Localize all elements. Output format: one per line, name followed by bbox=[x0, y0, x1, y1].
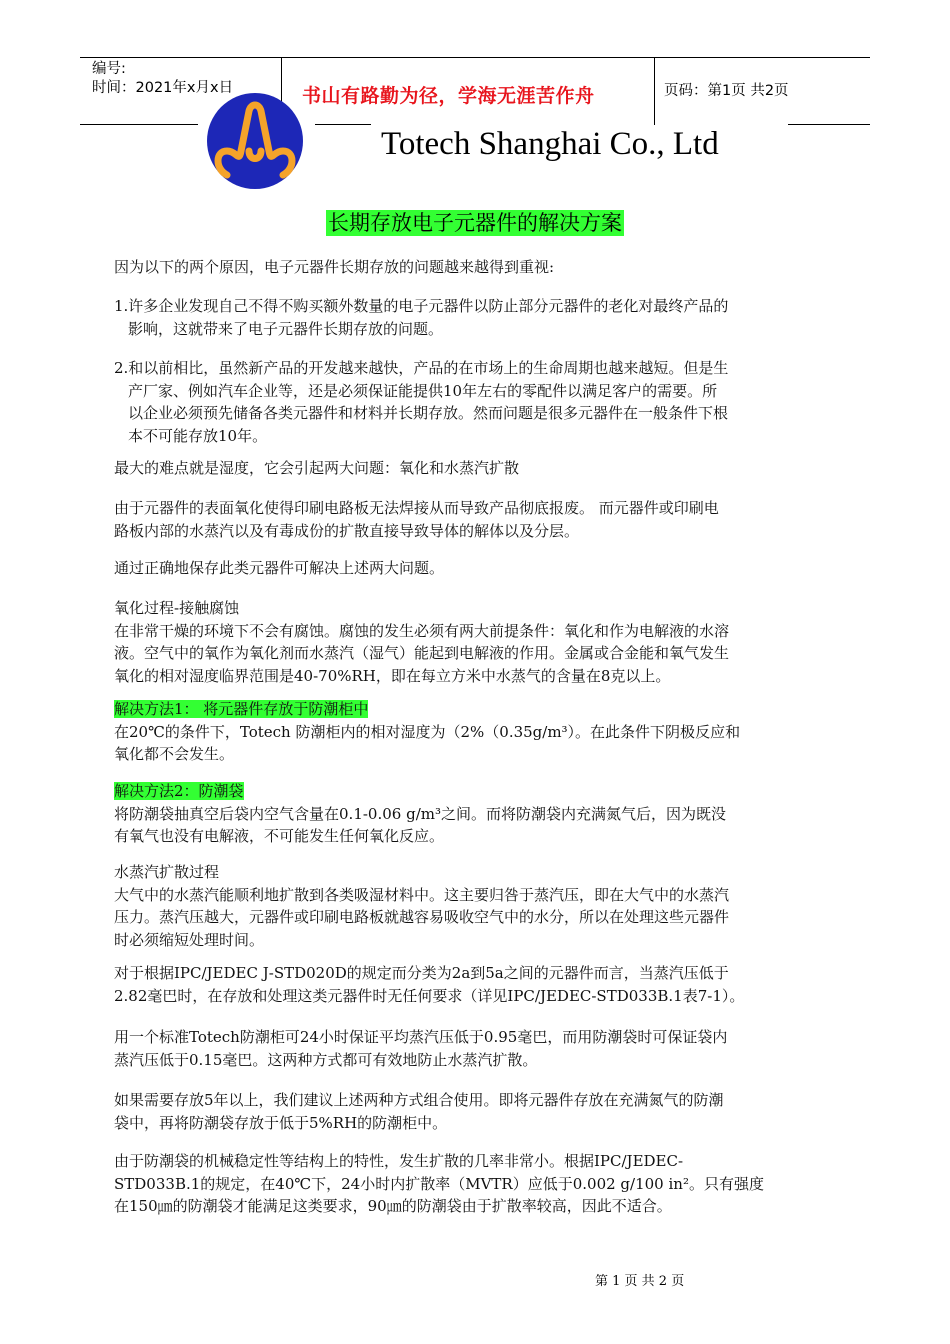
text-line: 由于防潮袋的机械稳定性等结构上的特性，发生扩散的几率非常小。根据IPC/JEDEC- bbox=[114, 1152, 684, 1170]
paragraph-bag-stability bbox=[114, 1150, 838, 1218]
company-logo-icon bbox=[205, 91, 305, 191]
paragraph-standard bbox=[114, 1026, 838, 1071]
text-line: 1.许多企业发现自己不得不购买额外数量的电子元器件以防止部分元器件的老化对最终产品的 bbox=[114, 297, 729, 315]
header-divider-right bbox=[654, 57, 655, 125]
method-1-heading: 解决方法1： 将元器件存放于防潮柜中 bbox=[114, 700, 369, 718]
text-line: 影响，这就带来了电子元器件长期存放的问题。 bbox=[128, 319, 444, 338]
paragraph-solve bbox=[114, 557, 838, 580]
text-line: 由于元器件的表面氧化使得印刷电路板无法焊接从而导致产品彻底报废。 而元器件或印刷电 bbox=[114, 499, 719, 517]
text-line: 用一个标准Totech防潮柜可24小时保证平均蒸汽压低于0.95毫巴，而用防潮袋时可保证袋内 bbox=[114, 1028, 728, 1046]
page-footer: 第 1 页 共 2 页 bbox=[595, 1274, 685, 1289]
text-line: 将防潮袋抽真空后袋内空气含量在0.1-0.06 g/m³之间。而将防潮袋内充满氮气后，因为既没 bbox=[114, 804, 726, 823]
section-heading: 氧化过程-接触腐蚀 bbox=[114, 599, 240, 617]
text-line: 袋中，再将防潮袋存放于低于5%RH的防潮柜中。 bbox=[114, 1113, 448, 1132]
header-top-rule bbox=[80, 57, 870, 58]
paragraph-difficulty bbox=[114, 457, 838, 480]
paragraph-jedec bbox=[114, 962, 838, 1007]
text-line: 2.82毫巴时，在存放和处理这类元器件时无任何要求（详见IPC/JEDEC-STD033B.1表7-1）。 bbox=[114, 986, 745, 1005]
text-line: 产厂家、例如汽车企业等，还是必须保证能提供10年左右的零配件以满足客户的需要。所 bbox=[128, 381, 718, 400]
number-label: 编号: bbox=[92, 61, 126, 77]
text-line: 最大的难点就是湿度，它会引起两大问题：氧化和水蒸汽扩散 bbox=[114, 459, 520, 477]
title-wrap bbox=[0, 207, 950, 237]
text-line: 在非常干燥的环境下不会有腐蚀。腐蚀的发生必须有两大前提条件：氧化和作为电解液的水溶 bbox=[114, 621, 730, 640]
paragraph-method-1 bbox=[114, 698, 838, 766]
header-rule-mid bbox=[315, 124, 371, 125]
footer-wrap bbox=[0, 1270, 950, 1289]
paragraph-reason-2 bbox=[114, 357, 838, 447]
text-line: 液。空气中的氧作为氧化剂而水蒸汽（湿气）能起到电解液的作用。金属或合金能和氧气发生 bbox=[114, 644, 730, 663]
text-line: 通过正确地保存此类元器件可解决上述两大问题。 bbox=[114, 559, 445, 577]
method-2-heading: 解决方法2：防潮袋 bbox=[114, 782, 244, 800]
document-title: 长期存放电子元器件的解决方案 bbox=[328, 211, 622, 235]
text-line: 蒸汽压低于0.15毫巴。这两种方式都可有效地防止水蒸汽扩散。 bbox=[114, 1050, 538, 1069]
text-line: 如果需要存放5年以上，我们建议上述两种方式组合使用。即将元器件存放在充满氮气的防潮 bbox=[114, 1091, 724, 1109]
text-line: 氧化都不会发生。 bbox=[114, 745, 235, 764]
text-line: 以企业必须预先储备各类元器件和材料并长期存放。然而问题是很多元器件在一般条件下根 bbox=[128, 404, 729, 423]
text-line: 对于根据IPC/JEDEC J-STD020D的规定而分类为2a到5a之间的元器件而言，当蒸汽压低于 bbox=[114, 964, 729, 982]
paragraph-reason-1 bbox=[114, 295, 838, 340]
text-line: 时必须缩短处理时间。 bbox=[114, 930, 265, 949]
text-line: 大气中的水蒸汽能顺利地扩散到各类吸湿材料中。这主要归咎于蒸汽压，即在大气中的水蒸汽 bbox=[114, 885, 730, 904]
paragraph-oxidation-effect bbox=[114, 497, 838, 542]
text-line: 路板内部的水蒸汽以及有毒成份的扩散直接导致导体的解体以及分层。 bbox=[114, 521, 580, 540]
text-line: 因为以下的两个原因，电子元器件长期存放的问题越来越得到重视: bbox=[114, 258, 555, 276]
paragraph-method-2 bbox=[114, 780, 838, 848]
text-line: 在150㎛的防潮袋才能满足这类要求，90㎛的防潮袋由于扩散率较高，因此不适合。 bbox=[114, 1197, 672, 1216]
time-label: 时间：2021年x月x日 bbox=[92, 80, 234, 96]
company-name: Totech Shanghai Co., Ltd bbox=[381, 126, 719, 162]
paragraph-vapor bbox=[114, 861, 838, 951]
paragraph-oxidation bbox=[114, 597, 838, 687]
text-line: STD033B.1的规定，在40℃下，24小时内扩散率（MVTR）应低于0.002 g/100 in²。只有强度 bbox=[114, 1174, 764, 1193]
text-line: 有氧气也没有电解液，不可能发生任何氧化反应。 bbox=[114, 827, 445, 846]
text-line: 压力。蒸汽压越大，元器件或印刷电路板就越容易吸收空气中的水分，所以在处理这些元器件 bbox=[114, 908, 730, 927]
header-rule-left bbox=[80, 124, 198, 125]
page-label: 页码：第1页 共2页 bbox=[664, 83, 789, 99]
section-heading: 水蒸汽扩散过程 bbox=[114, 863, 220, 881]
text-line: 在20℃的条件下，Totech 防潮柜内的相对湿度为（2%（0.35g/m³）。在此条件下阴极反应和 bbox=[114, 722, 741, 741]
paragraph-intro bbox=[114, 256, 838, 279]
text-line: 本不可能存放10年。 bbox=[128, 426, 268, 445]
header-rule-right bbox=[788, 124, 870, 125]
motto: 书山有路勤为径，学海无涯苦作舟 bbox=[302, 85, 595, 107]
text-line: 2.和以前相比，虽然新产品的开发越来越快，产品的在市场上的生命周期也越来越短。但是生 bbox=[114, 359, 729, 377]
text-line: 氧化的相对湿度临界范围是40-70%RH，即在每立方米中水蒸气的含量在8克以上。 bbox=[114, 666, 671, 685]
paragraph-combine bbox=[114, 1089, 838, 1134]
